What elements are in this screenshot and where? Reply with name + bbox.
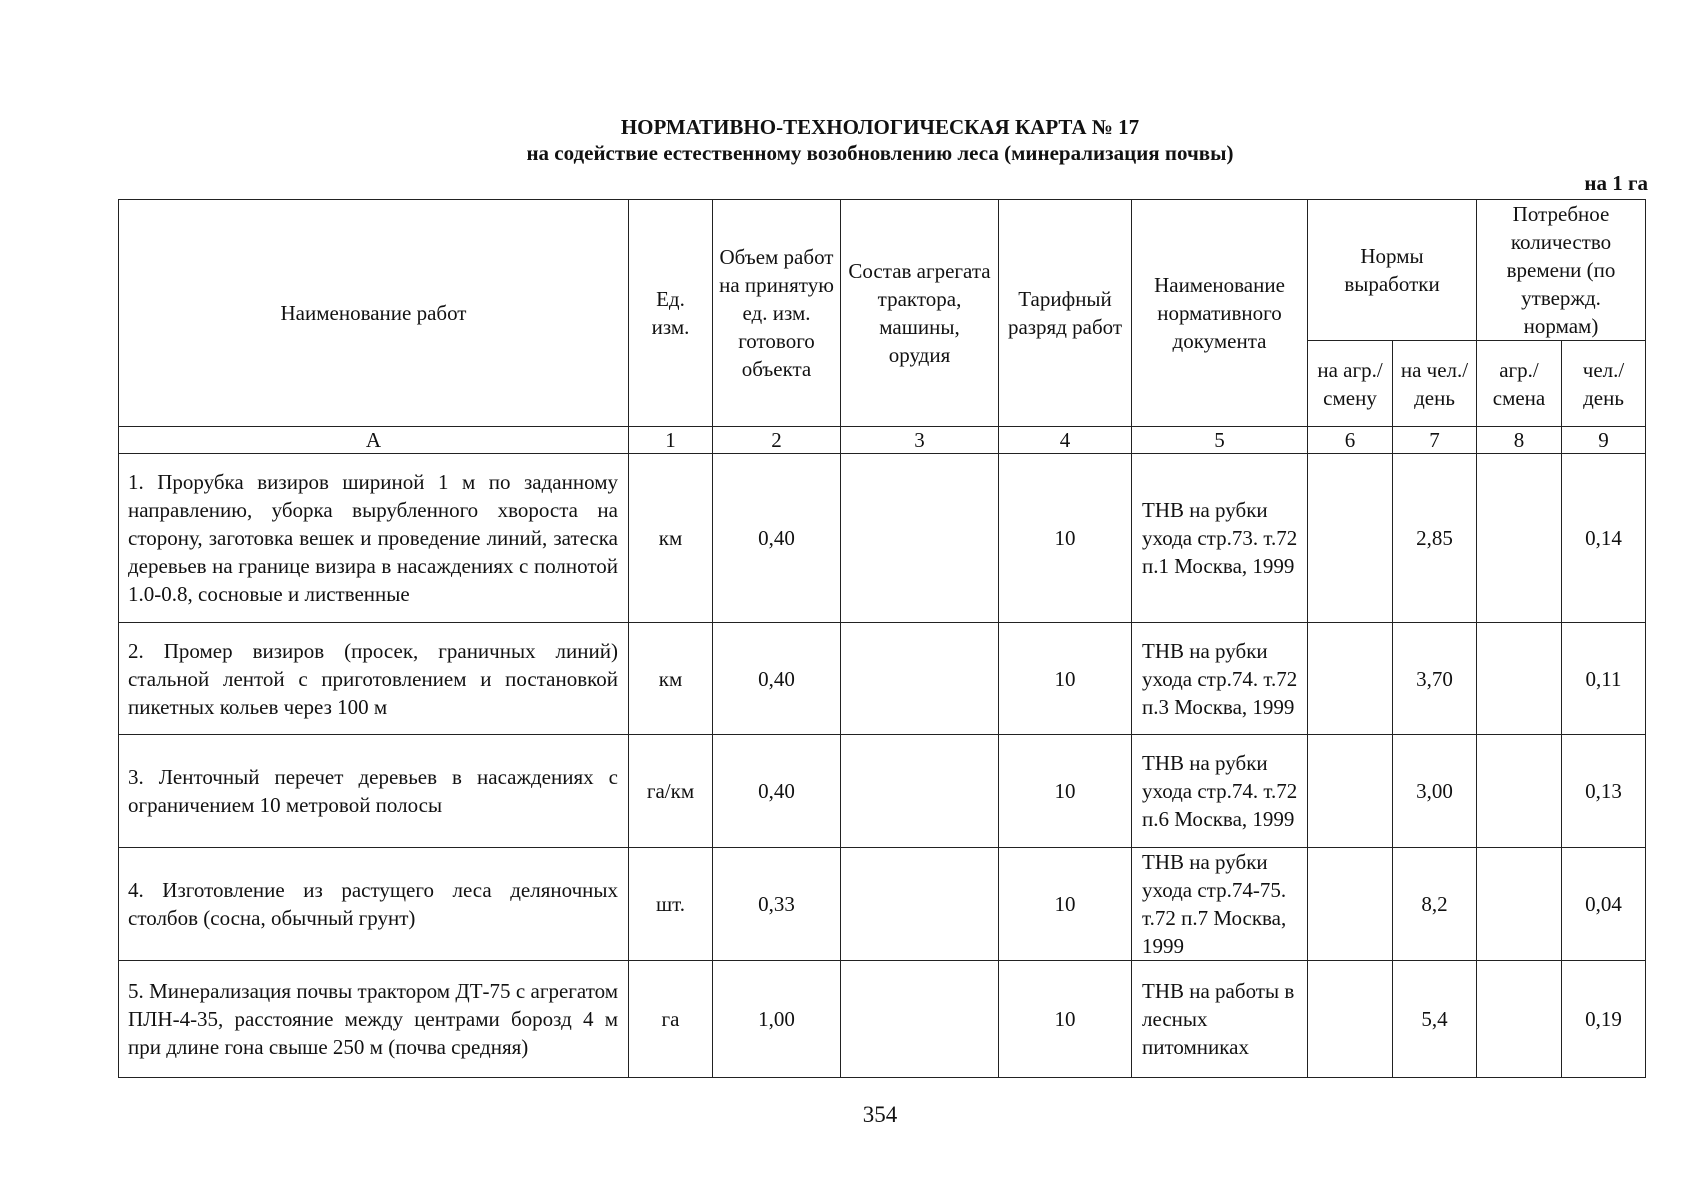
unit-cell: км	[629, 454, 713, 623]
grade-cell: 10	[999, 735, 1132, 848]
document-cell: ТНВ на работы в лесных питомниках	[1132, 961, 1308, 1078]
document-cell: ТНВ на рубки ухода стр.74. т.72 п.3 Москва, 1999	[1132, 623, 1308, 735]
time-man-cell: 0,11	[1562, 623, 1646, 735]
page-number: 354	[862, 1102, 898, 1127]
index-row	[119, 427, 1646, 454]
work-name-cell: 2. Промер визиров (просек, граничных линий) стальной лентой с приготовлением и постановкой пикетных кольев через 100 м	[119, 623, 629, 735]
index-cell: А	[119, 427, 629, 454]
norm-man-cell: 2,85	[1393, 454, 1477, 623]
norm-man-cell: 3,00	[1393, 735, 1477, 848]
document-subtitle: на содействие естественному возобновлению леса (минерализация почвы)	[526, 141, 1234, 165]
table-row	[119, 454, 1646, 623]
time-agr-cell	[1477, 454, 1562, 623]
header-row	[119, 200, 1646, 341]
index-cell: 2	[713, 427, 841, 454]
norm-agr-cell	[1308, 454, 1393, 623]
header-norms-man: на чел./ день	[1393, 341, 1477, 427]
time-man-cell: 0,13	[1562, 735, 1646, 848]
unit-cell: га/км	[629, 735, 713, 848]
composition-cell	[841, 454, 999, 623]
norm-agr-cell	[1308, 848, 1393, 961]
volume-cell: 0,33	[713, 848, 841, 961]
composition-cell	[841, 735, 999, 848]
norm-man-cell: 5,4	[1393, 961, 1477, 1078]
time-agr-cell	[1477, 735, 1562, 848]
index-cell: 3	[841, 427, 999, 454]
index-cell: 6	[1308, 427, 1393, 454]
index-cell: 5	[1132, 427, 1308, 454]
norms-table	[118, 199, 1646, 1078]
document-cell: ТНВ на рубки ухода стр.73. т.72 п.1 Москва, 1999	[1132, 454, 1308, 623]
header-norms: Нормы выработки	[1308, 200, 1477, 341]
unit-cell: км	[629, 623, 713, 735]
header-volume: Объем работ на принятую ед. изм. готового объекта	[713, 200, 841, 427]
time-agr-cell	[1477, 848, 1562, 961]
volume-cell: 1,00	[713, 961, 841, 1078]
time-man-cell: 0,19	[1562, 961, 1646, 1078]
time-agr-cell	[1477, 961, 1562, 1078]
composition-cell	[841, 961, 999, 1078]
document-title: НОРМАТИВНО-ТЕХНОЛОГИЧЕСКАЯ КАРТА № 17	[620, 115, 1140, 139]
unit-note: на 1 га	[1584, 171, 1648, 195]
table-row	[119, 961, 1646, 1078]
volume-cell: 0,40	[713, 454, 841, 623]
header-time-agr: агр./ смена	[1477, 341, 1562, 427]
work-name-cell: 4. Изготовление из растущего леса деляночных столбов (сосна, обычный грунт)	[119, 848, 629, 961]
index-cell: 9	[1562, 427, 1646, 454]
document-cell: ТНВ на рубки ухода стр.74. т.72 п.6 Москва, 1999	[1132, 735, 1308, 848]
index-cell: 7	[1393, 427, 1477, 454]
work-name-cell: 1. Прорубка визиров шириной 1 м по заданному направлению, уборка вырубленного хвороста на сторону, заготовка вешек и проведение линий, затеска деревьев на границе визира в насаждениях с полнотой 1.0-0.8, сосновые и лиственные	[119, 454, 629, 623]
index-cell: 1	[629, 427, 713, 454]
index-cell: 4	[999, 427, 1132, 454]
grade-cell: 10	[999, 623, 1132, 735]
header-work-name: Наименование работ	[119, 200, 629, 427]
table-row	[119, 623, 1646, 735]
header-norms-agr: на агр./ смену	[1308, 341, 1393, 427]
composition-cell	[841, 623, 999, 735]
header-document: Наименование нормативного документа	[1132, 200, 1308, 427]
grade-cell: 10	[999, 454, 1132, 623]
norm-agr-cell	[1308, 735, 1393, 848]
unit-cell: га	[629, 961, 713, 1078]
time-agr-cell	[1477, 623, 1562, 735]
volume-cell: 0,40	[713, 735, 841, 848]
volume-cell: 0,40	[713, 623, 841, 735]
composition-cell	[841, 848, 999, 961]
header-time-man: чел./ день	[1562, 341, 1646, 427]
table-row	[119, 848, 1646, 961]
header-grade: Тарифный разряд работ	[999, 200, 1132, 427]
norm-agr-cell	[1308, 623, 1393, 735]
document-title-block	[0, 114, 1697, 166]
work-name-cell: 5. Минерализация почвы трактором ДТ-75 с агрегатом ПЛН-4-35, расстояние между центрами борозд 4 м при длине гона свыше 250 м (почва средняя)	[119, 961, 629, 1078]
index-cell: 8	[1477, 427, 1562, 454]
norm-man-cell: 3,70	[1393, 623, 1477, 735]
work-name-cell: 3. Ленточный перечет деревьев в насаждениях с ограничением 10 метровой полосы	[119, 735, 629, 848]
document-cell: ТНВ на рубки ухода стр.74-75. т.72 п.7 Москва, 1999	[1132, 848, 1308, 961]
grade-cell: 10	[999, 961, 1132, 1078]
header-time: Потребное количество времени (по утвержд. нормам)	[1477, 200, 1646, 341]
time-man-cell: 0,04	[1562, 848, 1646, 961]
norm-man-cell: 8,2	[1393, 848, 1477, 961]
table-row	[119, 735, 1646, 848]
header-unit: Ед. изм.	[629, 200, 713, 427]
header-composition: Состав агрегата трактора, машины, орудия	[841, 200, 999, 427]
unit-cell: шт.	[629, 848, 713, 961]
grade-cell: 10	[999, 848, 1132, 961]
time-man-cell: 0,14	[1562, 454, 1646, 623]
norm-agr-cell	[1308, 961, 1393, 1078]
